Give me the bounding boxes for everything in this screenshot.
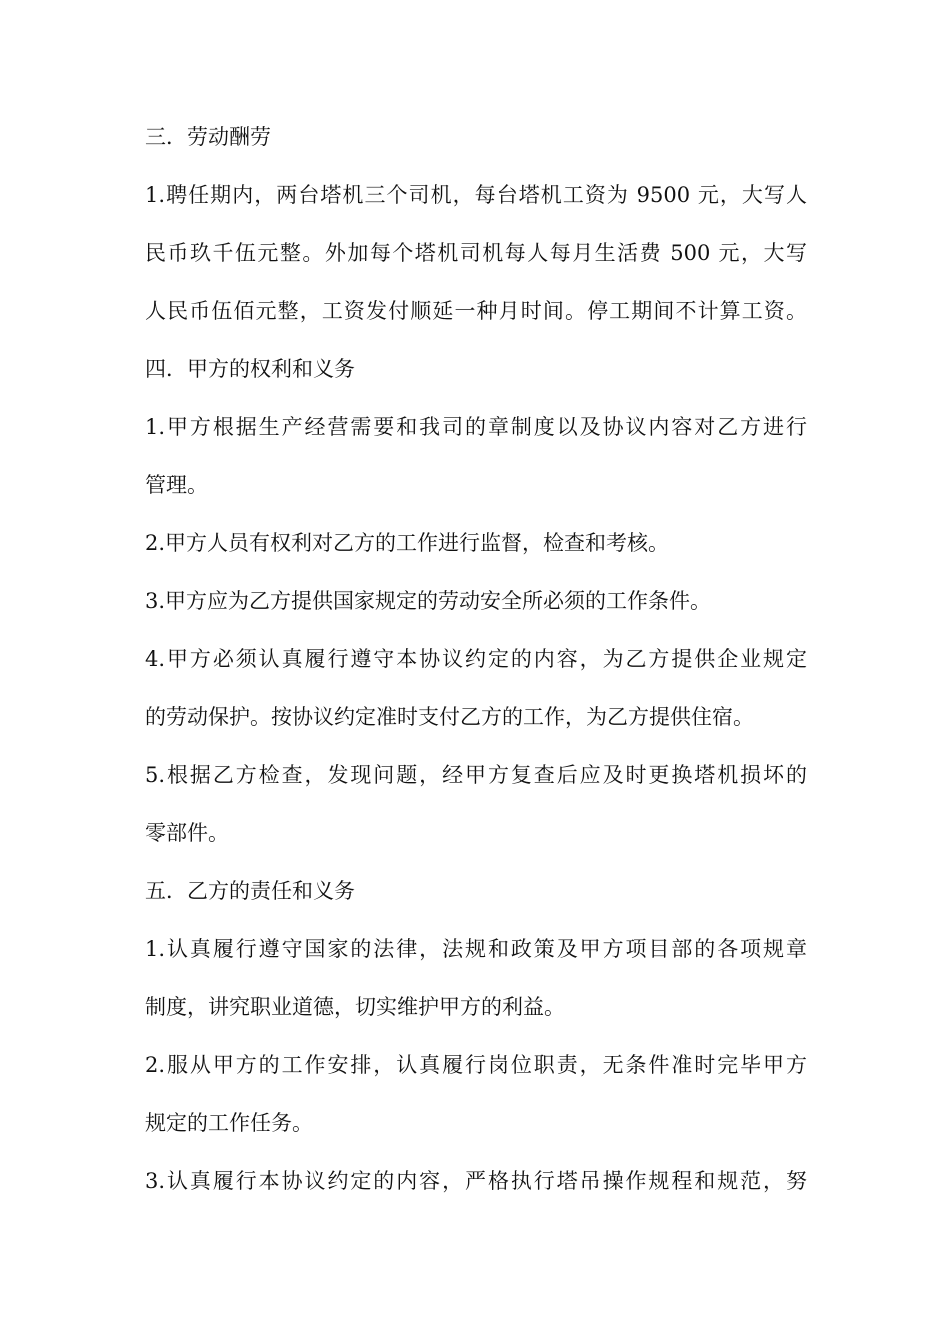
paragraph-line: 1.甲方根据生产经营需要和我司的章制度以及协议内容对乙方进行 bbox=[145, 415, 807, 439]
paragraph-line: 的劳动保护。按协议约定准时支付乙方的工作，为乙方提供住宿。 bbox=[145, 705, 754, 729]
paragraph-line: 1.聘任期内，两台塔机三个司机，每台塔机工资为 9500 元，大写人 bbox=[145, 183, 807, 207]
section-heading-4: 四．甲方的权利和义务 bbox=[145, 357, 355, 381]
paragraph-line: 人民币伍佰元整，工资发付顺延一种月时间。停工期间不计算工资。 bbox=[145, 299, 807, 323]
paragraph-line: 规定的工作任务。 bbox=[145, 1111, 313, 1135]
paragraph-line: 1.认真履行遵守国家的法律，法规和政策及甲方项目部的各项规章 bbox=[145, 937, 807, 961]
paragraph-line: 零部件。 bbox=[145, 821, 229, 845]
section-heading-3: 三．劳动酬劳 bbox=[145, 125, 271, 149]
paragraph-line: 管理。 bbox=[145, 473, 208, 497]
paragraph-line: 2.甲方人员有权利对乙方的工作进行监督，检查和考核。 bbox=[145, 531, 670, 555]
paragraph-line: 5.根据乙方检查，发现问题，经甲方复查后应及时更换塔机损坏的 bbox=[145, 763, 807, 787]
paragraph-line: 3.认真履行本协议约定的内容，严格执行塔吊操作规程和规范，努 bbox=[145, 1169, 807, 1193]
paragraph-line: 制度，讲究职业道德，切实维护甲方的利益。 bbox=[145, 995, 565, 1019]
paragraph-line: 2.服从甲方的工作安排，认真履行岗位职责，无条件准时完毕甲方 bbox=[145, 1053, 807, 1077]
section-heading-5: 五．乙方的责任和义务 bbox=[145, 879, 355, 903]
paragraph-line: 4.甲方必须认真履行遵守本协议约定的内容，为乙方提供企业规定 bbox=[145, 647, 807, 671]
paragraph-line: 3.甲方应为乙方提供国家规定的劳动安全所必须的工作条件。 bbox=[145, 589, 712, 613]
paragraph-line: 民币玖千伍元整。外加每个塔机司机每人每月生活费 500 元，大写 bbox=[145, 241, 807, 265]
